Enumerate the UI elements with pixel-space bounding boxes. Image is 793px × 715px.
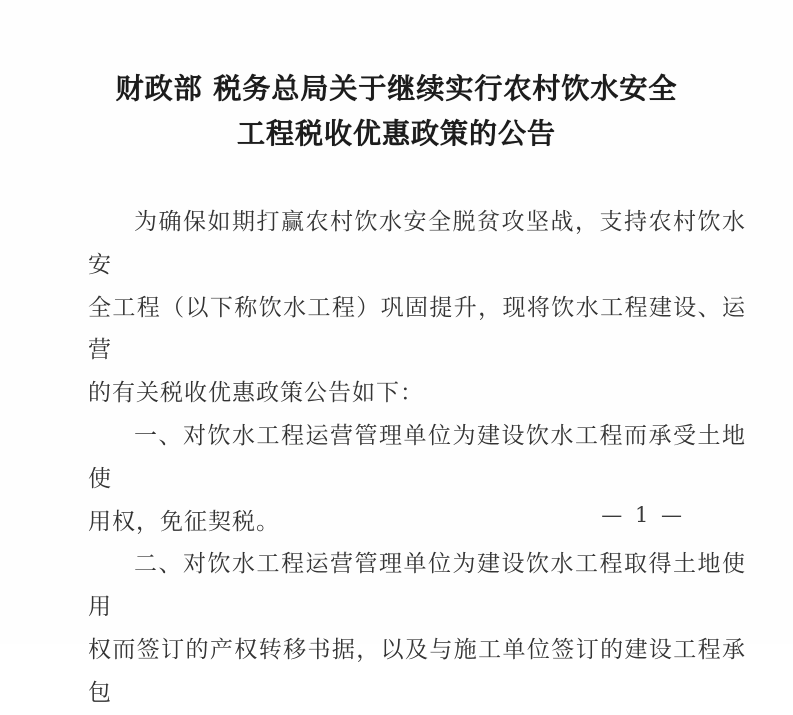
document-body — [88, 201, 746, 715]
paragraph-1-line-3: 的有关税收优惠政策公告如下： — [88, 380, 424, 407]
paragraph-1-line-2: 全工程（以下称饮水工程）巩固提升，现将饮水工程建设、运营 — [88, 294, 746, 364]
paragraph-2-line-1: 一、对饮水工程运营管理单位为建设饮水工程而承受土地使 — [88, 422, 746, 492]
page-number: — 1 — — [601, 503, 685, 527]
paragraph-3-line-2: 权而签订的产权转移书据，以及与施工单位签订的建设工程承包 — [88, 636, 746, 706]
document-title — [0, 66, 793, 156]
paragraph-3-line-1: 二、对饮水工程运营管理单位为建设饮水工程取得土地使用 — [88, 551, 746, 621]
document-title-line-1: 财政部 税务总局关于继续实行农村饮水安全 — [115, 72, 678, 105]
paragraph-1-line-1: 为确保如期打赢农村饮水安全脱贫攻坚战，支持农村饮水安 — [88, 209, 746, 278]
paragraph-2-line-2: 用权，免征契税。 — [88, 508, 280, 535]
document-title-line-2: 工程税收优惠政策的公告 — [236, 117, 556, 150]
